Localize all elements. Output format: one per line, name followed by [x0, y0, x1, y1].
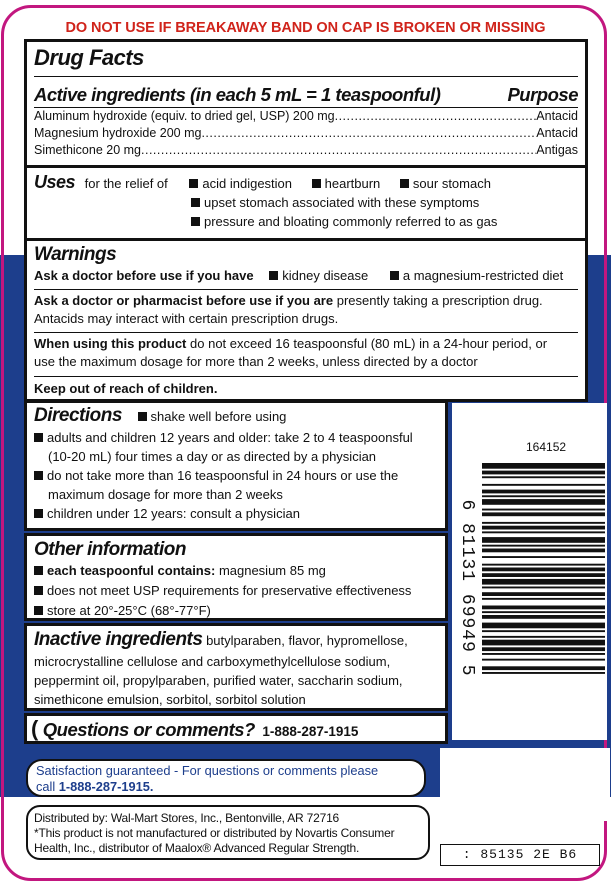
section-divider [27, 238, 585, 241]
uses-row-2: upset stomach associated with these symptoms [34, 194, 578, 212]
bullet-icon [34, 509, 43, 518]
distributor-box: Distributed by: Wal-Mart Stores, Inc., Bentonville, AR 72716 *This product is not manufactured or distributed by Novartis Consumer Health, Inc., distributor of Maalox® Advanced Regular Strength. [26, 805, 430, 860]
bullet-icon [189, 179, 198, 188]
barcode-bar [482, 579, 605, 585]
direction-item: do not take more than 16 teaspoonsful in 24 hours or use the [34, 467, 438, 485]
keep-out-block: Keep out of reach of children. [34, 381, 218, 396]
drug-facts-panel [24, 39, 588, 402]
direction-item: adults and children 12 years and older: take 2 to 4 teaspoonsful [34, 429, 438, 447]
barcode-bar [482, 636, 605, 638]
directions-panel [24, 400, 448, 531]
divider [34, 289, 578, 290]
active-ingredients-header: Active ingredients (in each 5 mL = 1 teaspoonful) Purpose [34, 84, 578, 105]
barcode-bar [482, 495, 605, 497]
bullet-icon [390, 271, 399, 280]
ingredient-row: Magnesium hydroxide 200 mg ..... Antacid [34, 125, 578, 142]
barcode-bar [482, 549, 605, 553]
bullet-icon [269, 271, 278, 280]
barcode-bar [482, 484, 605, 486]
other-information-panel [24, 533, 448, 621]
barcode-bar [482, 509, 605, 511]
barcode-bar [482, 564, 605, 566]
other-info-content: Other information each teaspoonful contains: magnesium 85 mg does not meet USP requirements for preservative effectiveness store at 20°-25°C (68°-77°F) [34, 539, 412, 618]
blank-label-area [440, 748, 610, 821]
barcode-bar [482, 592, 605, 596]
ingredient-row: Aluminum hydroxide (equiv. to dried gel, USP) 200 mg ..... Antacid [34, 108, 578, 125]
barcode-bar [482, 598, 605, 600]
drug-facts-heading: Drug Facts [34, 45, 144, 70]
barcode-bar [482, 630, 605, 632]
barcode-area [452, 403, 607, 740]
inactive-ingredients-panel [24, 623, 448, 711]
ask-pharmacist-block: Ask a doctor or pharmacist before use if you are presently taking a prescription drug. Antacids may interact with certain prescription drugs. [34, 293, 543, 326]
barcode-bar [482, 587, 605, 589]
bullet-icon [191, 198, 200, 207]
barcode-bar [482, 611, 605, 613]
directions-content: Directions shake well before using adults and children 12 years and older: take 2 to 4 teaspoonsful (10-20 mL) four times a day or as directed by a physician do not take more than 16 teaspoonsful in 24 hours or use the maximum dosage for more than 2 weeks children under 12 years: consult a physician [27, 405, 445, 523]
bullet-icon [34, 586, 43, 595]
barcode-bar [482, 606, 605, 610]
barcode-bar [482, 659, 605, 661]
bullet-icon [138, 412, 147, 421]
questions-panel [24, 713, 448, 744]
lot-code: : 85135 2E B6 [440, 844, 600, 866]
divider [34, 332, 578, 333]
ingredient-row: Simethicone 20 mg ..... Antigas [34, 142, 578, 159]
barcode-bar [482, 623, 605, 629]
barcode-bar [482, 522, 605, 524]
barcode-code-small: 164152 [526, 440, 567, 454]
barcode-digits: 6 81131 69949 5 [457, 499, 477, 677]
phone-icon: ( [31, 716, 39, 741]
ask-doctor-row: Ask a doctor before use if you have kidney disease a magnesium-restricted diet [34, 268, 564, 283]
uses-row-3: pressure and bloating commonly referred to as gas [34, 213, 578, 231]
uses-section [27, 173, 585, 231]
tamper-warning: DO NOT USE IF BREAKAWAY BAND ON CAP IS BROKEN OR MISSING [65, 20, 546, 36]
bullet-icon [34, 471, 43, 480]
barcode-bar [482, 568, 605, 572]
bullet-icon [34, 566, 43, 575]
questions-content: ( Questions or comments? 1-888-287-1915 [31, 716, 359, 741]
barcode-bar [482, 476, 605, 478]
barcode-bar [482, 526, 605, 530]
when-using-block: When using this product do not exceed 16 teaspoonsful (80 mL) in a 24-hour period, or use the maximum dosage for more than 2 weeks, unless directed by a doctor [34, 336, 548, 369]
bullet-icon [400, 179, 409, 188]
barcode-bar [482, 537, 605, 543]
barcode-bar [482, 499, 605, 505]
divider [34, 376, 578, 377]
barcode-bar [482, 512, 605, 516]
barcode-bar [482, 490, 605, 494]
direction-item: children under 12 years: consult a physician [34, 505, 438, 523]
section-divider [27, 165, 585, 168]
bullet-icon [312, 179, 321, 188]
barcode-bar [482, 640, 605, 646]
barcode-bar [482, 531, 605, 533]
barcode-bar [482, 653, 605, 655]
divider [34, 76, 578, 77]
barcode-bar [482, 471, 605, 475]
bullet-icon [34, 433, 43, 442]
barcode-bar [482, 672, 605, 674]
barcode-bar [482, 666, 605, 670]
satisfaction-box: Satisfaction guaranteed - For questions or comments please call 1-888-287-1915. [26, 759, 426, 797]
barcode-bar [482, 573, 605, 577]
bullet-icon [191, 217, 200, 226]
barcode-bar [482, 647, 605, 651]
barcode-bar [482, 545, 605, 547]
uses-row-1: Uses for the relief of acid indigestion heartburn sour stomach [34, 172, 491, 192]
ingredients-list [27, 108, 585, 159]
barcode-bar [482, 615, 605, 619]
warnings-section: Warnings Ask a doctor before use if you have kidney disease a magnesium-restricted diet [27, 243, 585, 285]
barcode-bar [482, 463, 605, 469]
inactive-content: Inactive ingredients butylparaben, flavor, hypromellose, microcrystalline cellulose and carboxymethylcellulose sodium, peppermint oil, propylparaben, purified water, saccharin sodium, simethicone emulsion, sorbitol, sorbitol solution [34, 629, 408, 707]
barcode-bar [482, 556, 605, 558]
satisfaction-phone: 1-888-287-1915. [58, 779, 154, 794]
bullet-icon [34, 606, 43, 615]
